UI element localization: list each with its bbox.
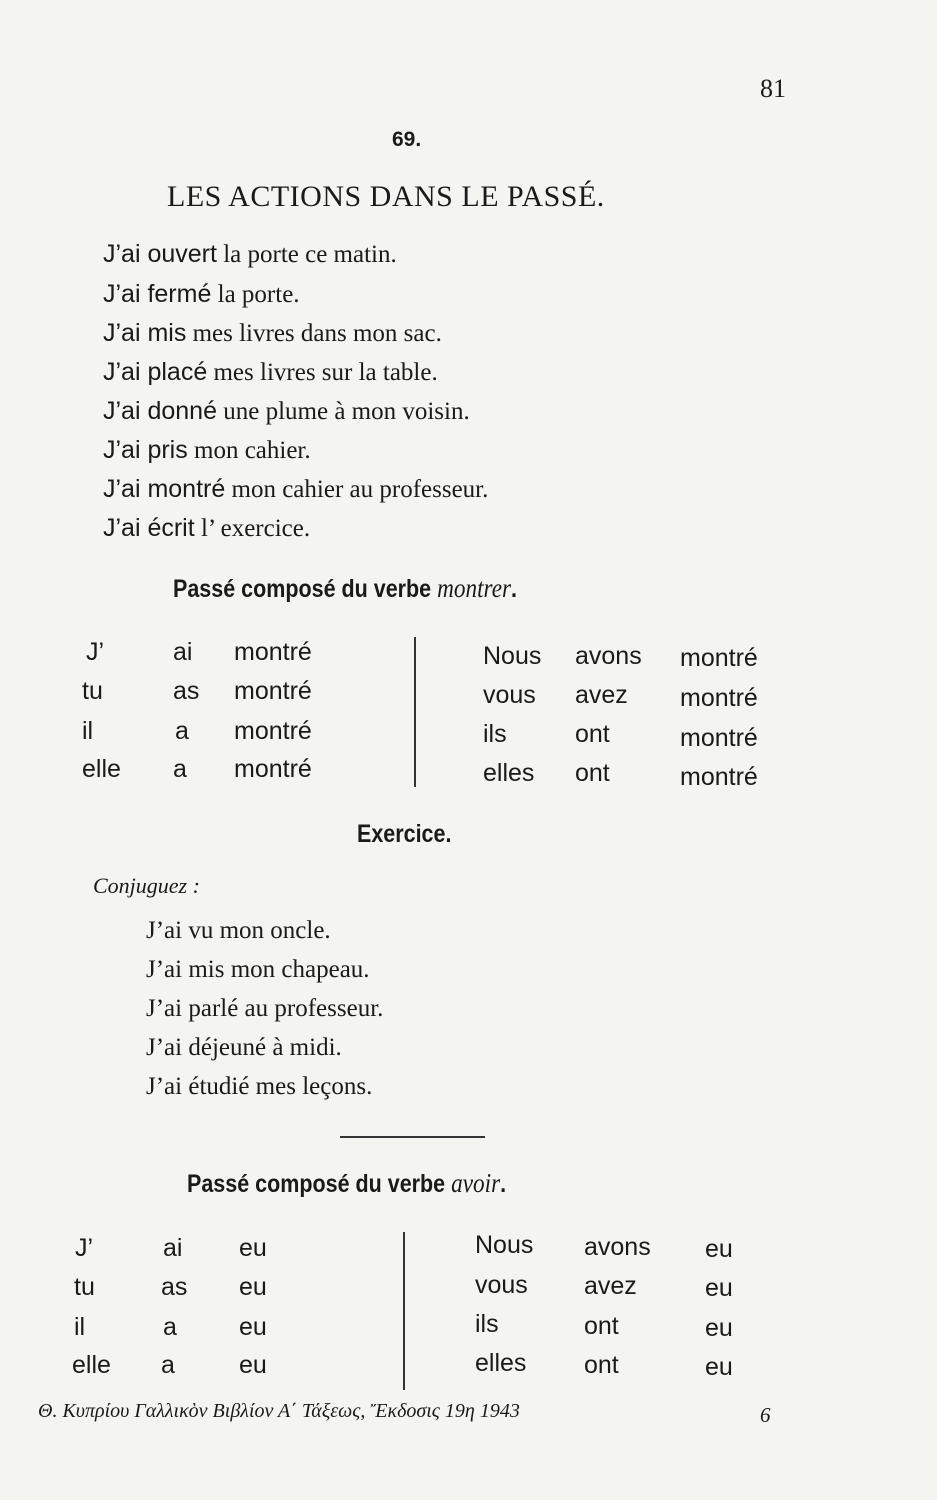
auxiliary: ai — [163, 1234, 183, 1262]
sentence-line — [103, 319, 442, 348]
participle: eu — [239, 1351, 267, 1379]
sentence-rest: mon cahier. — [187, 437, 311, 464]
auxiliary: ai — [173, 638, 193, 666]
pronoun: ils — [475, 1310, 499, 1338]
sentence-rest: l’ exercice. — [194, 515, 311, 542]
auxiliary: ont — [575, 759, 610, 787]
sentence-rest: mes livres sur la table. — [207, 359, 438, 386]
sentence-line — [103, 436, 311, 465]
auxiliary: avons — [584, 1233, 651, 1261]
sentence-line — [103, 358, 438, 387]
pronoun: vous — [475, 1271, 528, 1299]
heading-suffix: . — [511, 575, 518, 603]
exercise-instruction: Conjuguez : — [93, 873, 200, 898]
exercise-line: J’ai vu mon oncle. — [146, 917, 331, 944]
participle: montré — [234, 755, 312, 783]
auxiliary: a — [173, 755, 187, 783]
heading-suffix: . — [500, 1170, 507, 1198]
page-number: 81 — [760, 74, 786, 103]
sentence-line — [103, 475, 488, 504]
participle: eu — [705, 1353, 733, 1381]
auxiliary: avons — [575, 642, 642, 670]
pronoun: vous — [483, 681, 536, 709]
auxiliary: as — [161, 1273, 188, 1301]
footer-text: Θ. Κυπρίου Γαλλικὸν Βιβλίον Α΄ Τάξεως, Ἔκδοσις 19η 1943 — [38, 1400, 520, 1422]
pronoun: elle — [82, 755, 121, 783]
participle: eu — [705, 1274, 733, 1302]
column-divider — [403, 1232, 405, 1390]
sentence-verb: J’ai placé — [103, 358, 208, 386]
lesson-number: 69. — [392, 128, 422, 151]
exercise-line: J’ai étudié mes leçons. — [146, 1073, 373, 1100]
auxiliary: ont — [575, 720, 610, 748]
pronoun: ils — [483, 720, 507, 748]
heading-verb: avoir — [451, 1168, 501, 1198]
sentence-rest: la porte. — [211, 281, 300, 308]
exercise-line: J’ai parlé au professeur. — [146, 995, 384, 1022]
heading-prefix: Passé composé du verbe — [187, 1170, 452, 1198]
participle: montré — [680, 763, 758, 791]
sentence-rest: la porte ce matin. — [216, 241, 397, 268]
exercise-title: Exercice. — [357, 820, 452, 848]
sentence-rest: une plume à mon voisin. — [216, 398, 470, 425]
participle: eu — [239, 1273, 267, 1301]
exercise-line: J’ai mis mon chapeau. — [146, 956, 370, 983]
participle: montré — [680, 644, 758, 672]
sentence-verb: J’ai écrit — [103, 514, 195, 542]
pronoun: tu — [74, 1273, 95, 1301]
participle: montré — [234, 677, 312, 705]
participle: montré — [680, 684, 758, 712]
auxiliary: a — [163, 1313, 177, 1341]
sentence-verb: J’ai ouvert — [103, 240, 217, 268]
sentence-verb: J’ai fermé — [103, 280, 212, 308]
conjugation-heading-montrer — [173, 573, 517, 604]
conjugation-heading-avoir — [187, 1168, 506, 1199]
auxiliary: ont — [584, 1312, 619, 1340]
exercise-line: J’ai déjeuné à midi. — [146, 1034, 342, 1061]
pronoun: J’ — [75, 1234, 94, 1262]
participle: eu — [705, 1235, 733, 1263]
column-divider — [414, 637, 416, 787]
auxiliary: a — [175, 717, 189, 745]
participle: montré — [680, 724, 758, 752]
sentence-verb: J’ai donné — [103, 397, 217, 425]
sentence-verb: J’ai montré — [103, 475, 226, 503]
participle: eu — [239, 1313, 267, 1341]
sentence-verb: J’ai pris — [103, 436, 188, 464]
sentence-line — [103, 240, 397, 269]
pronoun: Nous — [475, 1231, 534, 1259]
participle: eu — [705, 1314, 733, 1342]
sentence-verb: J’ai mis — [103, 319, 187, 347]
sentence-line — [103, 514, 310, 543]
lesson-title: LES ACTIONS DANS LE PASSÉ. — [167, 180, 605, 213]
pronoun: Nous — [483, 642, 542, 670]
pronoun: tu — [82, 677, 103, 705]
participle: montré — [234, 717, 312, 745]
section-divider — [340, 1136, 485, 1138]
pronoun: elles — [475, 1349, 527, 1377]
auxiliary: ont — [584, 1351, 619, 1379]
sentence-rest: mes livres dans mon sac. — [186, 320, 442, 347]
participle: eu — [239, 1234, 267, 1262]
heading-verb: montrer — [437, 573, 512, 603]
auxiliary: avez — [575, 681, 628, 709]
sentence-line — [103, 280, 300, 309]
auxiliary: as — [173, 677, 200, 705]
pronoun: il — [74, 1313, 86, 1341]
sentence-rest: mon cahier au professeur. — [225, 476, 489, 503]
sentence-line — [103, 397, 470, 426]
pronoun: elle — [72, 1351, 111, 1379]
auxiliary: avez — [584, 1272, 637, 1300]
auxiliary: a — [161, 1351, 175, 1379]
pronoun: il — [82, 717, 94, 745]
heading-prefix: Passé composé du verbe — [173, 575, 438, 603]
signature-mark: 6 — [760, 1403, 771, 1427]
pronoun: elles — [483, 759, 535, 787]
pronoun: J’ — [86, 638, 105, 666]
participle: montré — [234, 638, 312, 666]
